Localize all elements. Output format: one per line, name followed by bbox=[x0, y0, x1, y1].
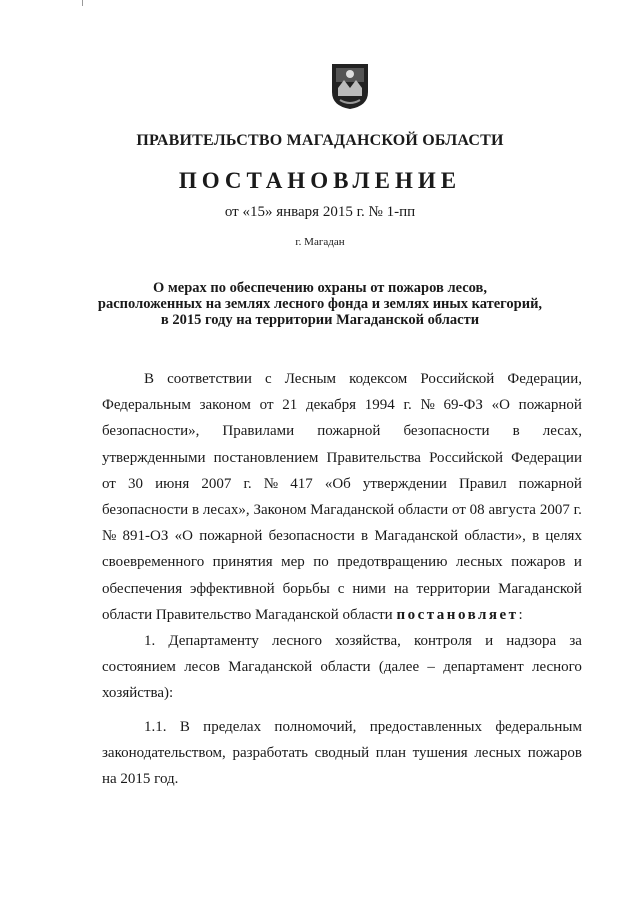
text-line: 1.1. В пределах полномочий, предоставленных федеральным bbox=[144, 718, 582, 735]
text-line: В соответствии с Лесным кодексом Российской Федерации, bbox=[144, 371, 582, 387]
text-line: Федеральным законом от 21 декабря 1994 г. № 69-ФЗ «О пожарной bbox=[102, 397, 582, 414]
resolution-keyword: постановляет bbox=[396, 606, 519, 623]
text-line: безопасности в лесах», Законом Магаданской области от 08 августа 2007 г. bbox=[102, 502, 582, 519]
text-line: законодательством, разработать сводный план тушения лесных пожаров bbox=[102, 744, 582, 761]
text-line bbox=[102, 602, 582, 628]
text-line: № 891-ОЗ «О пожарной безопасности в Магаданской области», в целях bbox=[102, 528, 582, 545]
text-fragment: : bbox=[518, 606, 523, 623]
document-date-number: от «15» января 2015 г. № 1-пп bbox=[224, 204, 416, 220]
text-line: утвержденными постановлением Правительства Российской Федерации bbox=[102, 449, 582, 466]
document-title bbox=[0, 280, 640, 328]
coat-of-arms-icon bbox=[330, 62, 370, 110]
text-line: обеспечения эффективной борьбы с ними на территории Магаданской bbox=[102, 580, 582, 597]
text-line: состоянием лесов Магаданской области (далее – департамент лесного bbox=[102, 659, 582, 676]
paragraph-item-1-1 bbox=[102, 714, 582, 793]
title-line: в 2015 году на территории Магаданской области bbox=[160, 312, 480, 328]
text-line: 1. Департаменту лесного хозяйства, контроля и надзора за bbox=[144, 633, 582, 650]
paragraph-preamble bbox=[102, 366, 582, 628]
scan-mark bbox=[82, 0, 83, 6]
document-city: г. Магадан bbox=[295, 236, 345, 248]
organization-name: ПРАВИТЕЛЬСТВО МАГАДАНСКОЙ ОБЛАСТИ bbox=[136, 132, 504, 149]
text-line: от 30 июня 2007 г. № 417 «Об утверждении Правил пожарной bbox=[102, 475, 582, 492]
text-line: своевременного принятия мер по предотвращению лесных пожаров и bbox=[102, 554, 582, 571]
text-line: хозяйства): bbox=[102, 685, 174, 702]
text-line: на 2015 год. bbox=[102, 771, 179, 788]
text-fragment: области Правительство Магаданской области bbox=[102, 606, 393, 623]
title-line: О мерах по обеспечению охраны от пожаров лесов, bbox=[153, 280, 487, 296]
document-type: ПОСТАНОВЛЕНИЕ bbox=[178, 168, 462, 193]
document-body bbox=[102, 366, 582, 792]
paragraph-item-1 bbox=[102, 628, 582, 707]
text-line: безопасности», Правилами пожарной безопасности в лесах, bbox=[102, 423, 582, 440]
title-line: расположенных на землях лесного фонда и землях иных категорий, bbox=[97, 296, 543, 312]
